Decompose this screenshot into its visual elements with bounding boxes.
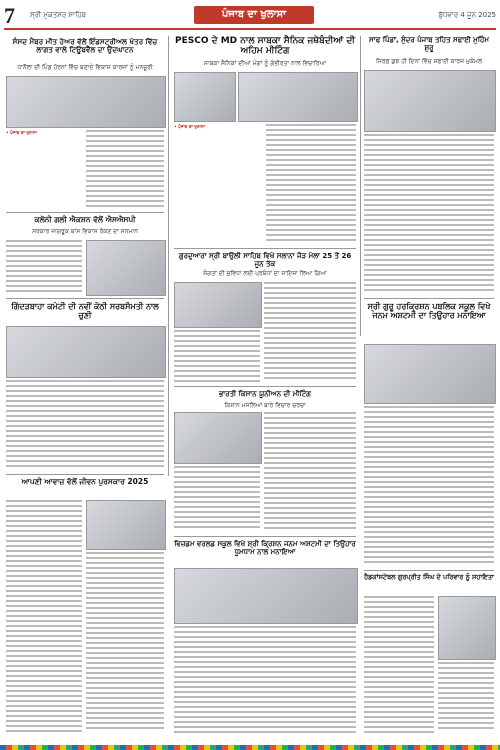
story-body-text — [364, 596, 434, 736]
story-body-text — [174, 626, 356, 738]
story-body-text — [264, 282, 356, 382]
story-body-text — [86, 130, 164, 210]
news-photo — [174, 568, 358, 624]
story-headline: ਸ੍ਰੀ ਗੁਰੂ ਹਰਕ੍ਰਿਸ਼ਨ ਪਬਲਿਕ ਸਕੂਲ ਵਿਖੇ ਜਨਮ ਅਸ਼ਟਮੀ ਦਾ ਤਿਉਹਾਰ ਮਨਾਇਆ — [367, 302, 491, 321]
story-paragraph — [6, 130, 82, 210]
story-subheadline: ਧਾਨੌਲਾ ਦੀ ਪਿੰਡ ਹੋਰਨਾਂ ਵਿੱਚ ਬਣਾਏ ਵਿਕਾਸ ਕਾਰਜਾਂ ਨੂੰ ਮਨਜ਼ੂਰੀ — [17, 64, 153, 71]
story-divider — [174, 248, 356, 249]
story-subheadline: ਸਾਬਕਾ ਸੈਨਿਕਾਂ ਦੀਆਂ ਮੰਗਾਂ ਨੂੰ ਗੰਭੀਰਤਾ ਨਾਲ ਵਿਚਾਰਿਆ — [203, 60, 327, 67]
story-body-text — [174, 330, 260, 382]
story-subheadline: ਸਿਰਫ਼ ਕੁਝ ਹੀ ਦਿਨਾਂ ਵਿੱਚ ਸਫਾਈ ਕਾਰਜ ਮੁਕੰਮਲ — [375, 58, 483, 65]
story-subheadline: ਸਰਕਾਰ ਜਾਗਰੂਕ ਬਾਂਸ ਵਿਕਾਸ ਰੋਕਣ ਦਾ ਸਨਮਾਨ — [32, 228, 138, 235]
story-headline: ਗਿੱਦੜਬਾਹਾ ਕਮੇਟੀ ਦੀ ਨਵੀਂ ਕੋਠੀ ਸਰਬਸੰਮਤੀ ਨਾਲ ਚੁਣੀ — [11, 302, 159, 321]
section-banner: ਪੰਜਾਬ ਦਾ ਖੁਲਾਸਾ — [194, 6, 314, 24]
story-body-text — [6, 380, 164, 470]
story-subheadline: ਕਿਸਾਨ ਮਸਲਿਆਂ ਬਾਰੇ ਵਿਚਾਰ ਚਰਚਾ — [224, 402, 306, 409]
story-headline: ਸੰਸਦ ਮੈਂਬਰ ਮੀਤ ਹੇਅਰ ਵੱਲੋਂ ਇੰਡਸਟ੍ਰੀਅਲ ਖੇਤਰ ਵਿੱਚ ਲਾਗਤ ਵਾਲੇ ਟਿਊਬਵੈੱਲ ਦਾ ਉਦਘਾਟਨ — [12, 37, 158, 55]
story-body-text — [86, 552, 164, 736]
story-divider — [364, 298, 494, 299]
story-body-text — [6, 500, 82, 736]
story-headline: ਕਲੋਨੀ ਗਲੀ ਐਕਸ਼ਨ ਵੱਲੋਂ ਐਸਐਸਪੀ — [34, 215, 136, 224]
story-headline: ਭਾਰਤੀ ਕਿਸਾਨ ਯੂਨੀਅਨ ਦੀ ਮੀਟਿੰਗ — [218, 390, 312, 398]
story-divider — [364, 570, 494, 571]
issue-date: ਬੁੱਧਵਾਰ 4 ਜੂਨ 2025 — [438, 11, 496, 19]
column-rule — [360, 36, 361, 336]
news-photo — [174, 282, 262, 328]
story-body-text — [6, 240, 82, 294]
story-divider — [6, 298, 164, 299]
news-photo — [174, 412, 262, 464]
news-photo — [364, 70, 496, 132]
story-body-text — [264, 412, 356, 532]
footer-color-strip — [0, 745, 500, 750]
masthead — [4, 4, 496, 30]
news-photo — [86, 240, 166, 296]
story-body-text — [266, 124, 356, 244]
news-photo — [6, 326, 166, 378]
story-divider — [6, 474, 164, 475]
news-photo — [6, 76, 166, 128]
story-divider — [174, 386, 356, 387]
column-rule — [168, 36, 169, 476]
story-divider — [6, 212, 164, 213]
news-photo — [174, 72, 236, 122]
dateline: • ਪੰਜਾਬ ਦਾ ਖੁਲਾਸਾ — [6, 130, 37, 135]
news-photo — [86, 500, 166, 550]
story-headline: PESCO ਦੇ MD ਨਾਲ ਸਾਬਕਾ ਸੈਨਿਕ ਜਥੇਬੰਦੀਆਂ ਦੀ ਅਹਿਮ ਮੀਟਿੰਗ — [175, 36, 355, 57]
story-body-text — [364, 406, 494, 566]
paper-name: ਸ੍ਰੀ ਮੁਕਤਸਰ ਸਾਹਿਬ — [30, 11, 87, 19]
story-paragraph — [174, 124, 262, 244]
story-subheadline: ਸੰਗਤਾਂ ਦੀ ਸੁਵਿਧਾ ਲਈ ਪ੍ਰਬੰਧਾਂ ਦਾ ਜਾਇਜ਼ਾ ਲਿਆ ਗਿਆ — [203, 270, 327, 277]
story-body-text — [174, 466, 260, 532]
news-photo — [238, 72, 358, 122]
story-headline: ਹੈਡਕਾਂਸਟੇਬਲ ਗੁਰਪ੍ਰੀਤ ਸਿੰਘ ਦੇ ਪਰਿਵਾਰ ਨੂੰ ਸਹਾਇਤਾ — [364, 573, 494, 581]
news-photo — [364, 344, 496, 404]
story-headline: ਸਾਫ ਪਿੰਡਾਂ, ਸੁੰਦਰ ਪੰਜਾਬ ਤਹਿਤ ਸਫਾਈ ਮੁਹਿੰਮ ਸ਼ੁਰੂ — [369, 36, 489, 53]
story-headline: ਵਿਜ਼ਡਮ ਵਰਲਡ ਸਕੂਲ ਵਿਖੇ ਸ਼੍ਰੀ ਕ੍ਰਿਸ਼ਨ ਜਨਮ ਅਸ਼ਟਮੀ ਦਾ ਤਿਉਹਾਰ ਧੂਮਧਾਮ ਨਾਲ ਮਨਾਇਆ — [174, 540, 356, 557]
dateline: • ਪੰਜਾਬ ਦਾ ਖੁਲਾਸਾ — [174, 124, 205, 129]
page-number: 7 — [4, 3, 15, 28]
story-divider — [174, 536, 356, 537]
story-body-text — [364, 134, 494, 294]
story-body-text — [438, 662, 494, 736]
story-headline: ਆਪਣੀ ਆਵਾਜ਼ ਵੱਲੋਂ ਜੀਵਨ ਪੁਰਸਕਾਰ 2025 — [21, 477, 149, 486]
news-photo — [438, 596, 496, 660]
story-headline: ਗੁਰਦੁਆਰਾ ਸ੍ਰੀ ਬਾਉਲੀ ਸਾਹਿਬ ਵਿਖੇ ਸਲਾਨਾ ਜੋੜ ਮੇਲਾ 25 ਤੋਂ 26 ਜੂਨ ਤੱਕ — [178, 252, 352, 269]
